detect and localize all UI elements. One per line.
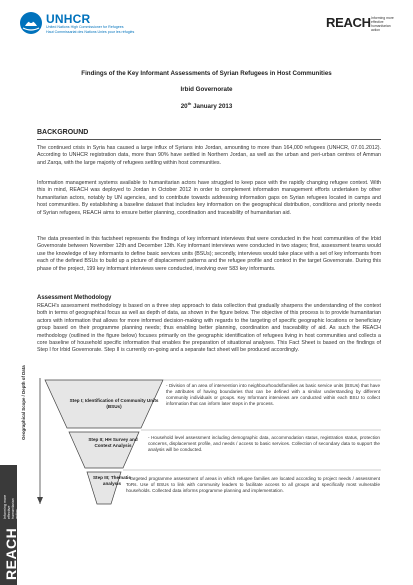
sidebar-reach-wordmark: REACH (3, 527, 19, 580)
methodology-heading: Assessment Methodology (37, 295, 112, 301)
background-divider (37, 139, 381, 140)
date-rest: January 2013 (191, 103, 233, 111)
background-paragraph-3: The data presented in this factsheet represents the findings of key informant interviews that were conducted in the host communities of the Irbid Governorate between November 12th and December 13th. Key informant interviews were conducted in two stages; first, assessment teams would use the knowledge of key informants to define basic services units (BSUs); secondly, interviews would take place with a set of key informants from each of the defined BSUs to build up a picture of displacement patterns and the refugee profile and context in the target Governorate. During this phase of the project, 199 key informant interviews were conducted, involving over 583 key informants. (37, 236, 381, 272)
unhcr-tagline-en: United Nations High Commissioner for Refugees (46, 25, 124, 29)
reach-tagline: Informing more effective humanitarian action (371, 16, 394, 32)
unhcr-name: UNHCR (46, 12, 91, 26)
unhcr-logo (19, 11, 135, 37)
step-2-label: Step II; HH Survey and Context Analysis (88, 437, 138, 448)
document-subtitle: Irbid Governorate (180, 86, 233, 93)
background-paragraph-2: Information management systems available to humanitarian actors have struggled to keep pace with the rapidly changing refugee context. With this in mind, REACH was deployed to Jordan in October 2012 in order to complement information management efforts undertaken by other humanitarian actors, notably by UN agencies, and to contribute towards addressing information gaps on Syrian refugees located in camps and host communities. By establishing a baseline dataset that includes key information on the geographical distribution, conditions and priority needs of Syrian refugees, REACH aims to ensure better planning, coordination and traceability of humanitarian aid. (37, 180, 381, 216)
document-date (0, 101, 413, 110)
unhcr-emblem-icon (19, 11, 43, 35)
diagram-axis-label: Geographical Scope / Depth of Data (21, 365, 26, 440)
reach-wordmark: REACH (326, 15, 371, 30)
date-suffix: th (187, 101, 192, 106)
background-heading: BACKGROUND (37, 129, 89, 136)
step-3-description: - Targeted programme assessment of areas in which refugee families are located according to project needs / assessment ToRs. Use of BSUs to link with community leaders to facilitate access to all groups and specifically most vulnerable households. Collected data informs programme planning and implementation. (126, 476, 380, 493)
date-day: 20 (180, 103, 188, 111)
methodology-paragraph: REACH's assessment methodology is based on a three step approach to data collection that gradually sharpens the understanding of the context both in terms of geographical focus as well as depth of data, as shown in the figure below. The objective of this process is to provide humanitarian actors with information that allows for more informed decision-making with regards to the targeting of specific geographic locations or beneficiary group based on their programme planning needs; thus enabling better planning, coordination and traceability of aid. As such the REACH methodology (outlined in the figure below) focuses primarily on the geographic identification of refugees living in host communities and collects a core baseline of household specific information that enables the preparation of situational analyses. This Fact Sheet is based on the findings of Step I for Irbid Governorate. Step II is currently on-going and a separate fact sheet will be produced accordingly. (37, 303, 381, 354)
step-2-description: - Household level assessment including demographic data, accommodation status, registration status, protection concerns, displacement profile, and needs / access to basic services. Collection of secondary data to support the analysis will be conducted. (148, 435, 380, 452)
document-title: Findings of the Key Informant Assessments of Syrian Refugees in Host Communities (81, 70, 332, 77)
reach-logo (326, 15, 396, 33)
step-3-label: Step III; Thematic analysis (92, 475, 132, 486)
step-1-description: - Division of an area of intervention into neighbourhoods/families as basic service units (BSUs) that have the attributes of having boundaries that can be defined with a similar understanding by different community individuals or groups. Key Informant interviews are conducted within each BSU to collect information that can inform later steps in the process. (166, 383, 380, 406)
background-paragraph-1: The continued crisis in Syria has caused a large influx of Syrians into Jordan, amounting to more than 164,000 refugees (UNHCR, 07.01.2012). According to UNHCR registration data, more than 90% have settled in Northern Jordan, as well as the urban and peri-urban centres of Amman and Zarqa, with the large majority of refugees settling within host communities. (37, 145, 381, 166)
unhcr-tagline-fr: Haut Commissariat des Nations Unies pour les réfugiés (46, 30, 135, 34)
step-1-label: Step I; Identification of Community Units (BSUs) (69, 398, 159, 409)
sidebar-reach-tagline: Informing more effective humanitarian action (3, 494, 19, 519)
diagram-axis-arrow-icon (37, 497, 43, 504)
